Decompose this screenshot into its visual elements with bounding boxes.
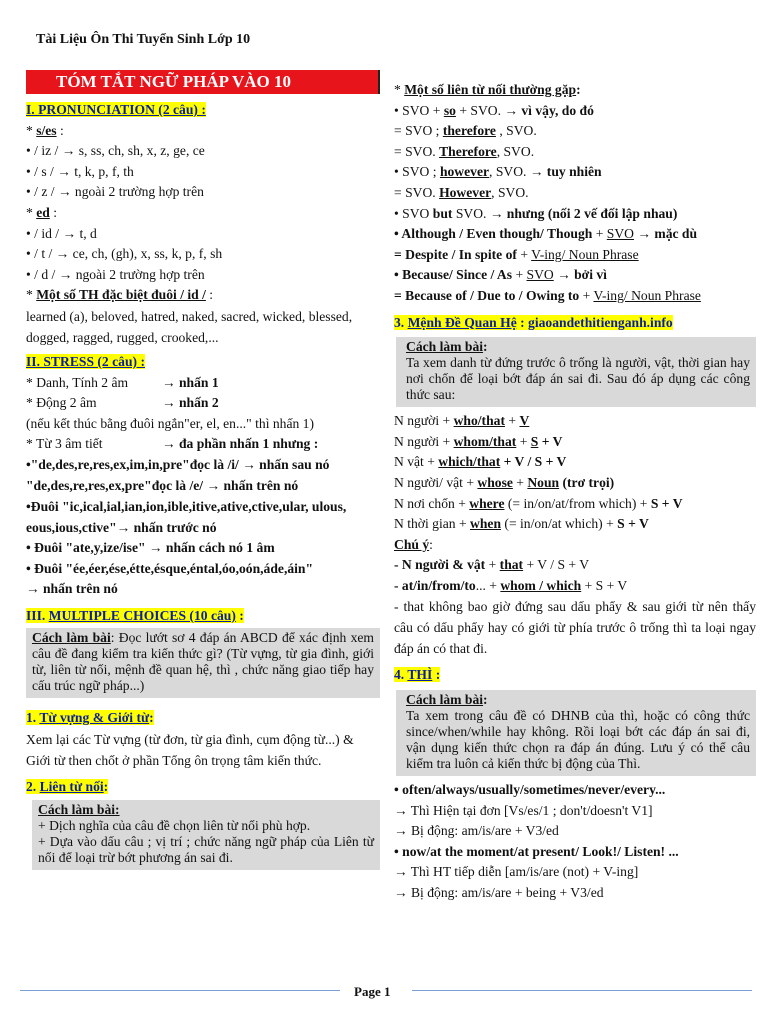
main-title-banner xyxy=(26,70,380,94)
relative-clause-method-box: Cách làm bài: Ta xem danh từ đứng trước ô trống là người, vật, thời gian hay nơi chốn để loại bớt đáp án sai đi. Sau đó áp dụng các công thức sau: xyxy=(396,337,756,407)
page-footer xyxy=(0,984,768,1004)
stress-rule: → nhấn trên nó xyxy=(26,581,118,597)
ses-rule: • / s / → t, k, p, f, th xyxy=(26,163,134,179)
stress-rule: •Đuôi "ic,ical,ial,ian,ion,ible,itive,ative,ctive,ular, ulous, eous,ious,ctive"→ nhấn trước nó xyxy=(26,499,347,536)
tense-rule: → Bị động: am/is/are + being + V3/ed xyxy=(394,885,604,901)
conjunction-rule: • SVO but SVO. → nhưng (nối 2 vế đối lập nhau) xyxy=(394,205,678,221)
footer-divider-right xyxy=(412,990,752,991)
stress-rule: * Danh, Tính 2 âm → nhấn 1 xyxy=(26,374,219,390)
special-cases-heading: * Một số TH đặc biệt đuôi / id / : xyxy=(26,287,214,303)
left-column xyxy=(26,70,380,874)
conjunction-rule: = SVO. Therefore, SVO. xyxy=(394,143,535,159)
tense-rule: → Thì Hiện tại đơn [Vs/es/1 ; don't/doesn't V1] xyxy=(394,802,653,818)
stress-rule: • Đuôi "ée,éer,ése,étte,ésque,éntal,óo,oón,áde,áin" xyxy=(26,560,314,576)
conjunction-rule: = SVO. However, SVO. xyxy=(394,184,529,200)
tense-rule: • now/at the moment/at present/ Look!/ Listen! ... xyxy=(394,843,679,859)
ed-rule: • / id / → t, d xyxy=(26,225,97,241)
page-number: Page 1 xyxy=(354,984,391,999)
stress-rule: "de,des,re,res,ex,pre"đọc là /e/ → nhấn trên nó xyxy=(26,477,299,493)
special-cases-words: learned (a), beloved, hatred, naked, sacred, wicked, blessed, dogged, ragged, rugged, crooked,... xyxy=(26,308,353,345)
stress-note: (nếu kết thúc bằng đuôi ngắn"er, el, en..." thì nhấn 1) xyxy=(26,415,315,431)
ed-heading: * ed : xyxy=(26,204,57,220)
ed-rule: • / t / → ce, ch, (gh), x, ss, k, p, f, sh xyxy=(26,246,223,262)
stress-rule: • Đuôi "ate,y,ize/ise" → nhấn cách nó 1 âm xyxy=(26,540,275,556)
conjunction-rule: = SVO ; therefore , SVO. xyxy=(394,123,537,139)
footer-divider-left xyxy=(20,990,340,991)
conjunction-rule: • SVO ; however, SVO. → tuy nhiên xyxy=(394,164,602,180)
conjunction-rule: • Because/ Since / As + SVO → bởi vì xyxy=(394,267,607,283)
relative-rule: N người/ vật + whose + Noun (trơ trọi) xyxy=(394,474,615,490)
tense-rule: → Bị động: am/is/are + V3/ed xyxy=(394,823,559,839)
tenses-heading: 4. THÌ : xyxy=(394,667,441,683)
tense-rule: • often/always/usually/sometimes/never/every... xyxy=(394,782,666,798)
section-multiple-choice-heading: III. MULTIPLE CHOICES (10 câu) : xyxy=(26,607,244,623)
stress-rule: * Động 2 âm → nhấn 2 xyxy=(26,395,219,411)
multiple-choice-method-box: Cách làm bài: Đọc lướt sơ 4 đáp án ABCD để xác định xem câu đề đang kiểm tra kiến thức gì? (Từ vựng, từ gia đình, giới từ, liên từ nối, mệnh đề quan hệ, thì , chức năng giao tiếp hay cấu trúc ngữ pháp...) xyxy=(26,628,380,698)
section-pronunciation-heading: I. PRONUNCIATION (2 câu) : xyxy=(26,102,206,117)
conjunction-rule: • SVO + so + SVO. → vì vậy, do đó xyxy=(394,102,594,118)
main-title: TÓM TẮT NGỮ PHÁP VÀO 10 xyxy=(26,70,380,94)
note-rule: - that không bao giờ đứng sau dấu phẩy & sau giới từ nên thấy câu có dấu phẩy hay có giới từ phía trước ô trống thì ta loại ngay đáp án có that đi. xyxy=(394,599,756,657)
conjunctions-list-heading: * Một số liên từ nối thường gặp: xyxy=(394,82,581,97)
relative-rule: N thời gian + when (= in/on/at which) + S + V xyxy=(394,516,649,532)
tenses-method-box: Cách làm bài: Ta xem trong câu đề có DHNB của thì, hoặc có công thức since/when/while hay không. Rồi loại bớt các đáp án sai đi, vận dụng kiến thức chọn ra đáp án đúng. Lưu ý có thể câu kiểm tra luôn cả kiến thức bị động của Thì. xyxy=(396,690,756,776)
ses-heading: * s/es : xyxy=(26,122,64,138)
relative-rule: N người + who/that + V xyxy=(394,413,530,429)
note-rule: - N người & vật + that + V / S + V xyxy=(394,557,590,573)
ses-rule: • / z / → ngoài 2 trường hợp trên xyxy=(26,184,204,200)
ses-rule: • / iz / → s, ss, ch, sh, x, z, ge, ce xyxy=(26,143,205,159)
tense-rule: → Thì HT tiếp diễn [am/is/are (not) + V-ing] xyxy=(394,864,639,880)
ed-rule: • / d / → ngoài 2 trường hợp trên xyxy=(26,266,205,282)
vocab-text: Xem lại các Từ vựng (từ đơn, từ gia đình, cụm động từ...) & Giới từ then chốt ở phần Tổng ôn trọng tâm kiến thức. xyxy=(26,732,354,769)
note-rule: - at/in/from/to... + whom / which + S + V xyxy=(394,577,628,593)
section-stress-heading: II. STRESS (2 câu) : xyxy=(26,353,145,369)
document-title: Tài Liệu Ôn Thi Tuyển Sinh Lớp 10 xyxy=(36,32,251,47)
right-column xyxy=(394,80,756,904)
stress-rule: * Từ 3 âm tiết → đa phần nhấn 1 nhưng : xyxy=(26,436,319,452)
relative-rule: N vật + which/that + V / S + V xyxy=(394,454,567,470)
relative-clause-heading: 3. Mệnh Đề Quan Hệ : giaoandethitienganh.info xyxy=(394,314,673,330)
stress-rule: •"de,des,re,res,ex,im,in,pre"đọc là /i/ → nhấn sau nó xyxy=(26,456,330,472)
relative-rule: N nơi chốn + where (= in/on/at/from which) + S + V xyxy=(394,495,683,511)
conjunction-rule: • Although / Even though/ Though + SVO → mặc dù xyxy=(394,226,698,242)
conjunction-rule: = Despite / In spite of + V-ing/ Noun Phrase xyxy=(394,246,639,262)
vocab-heading: 1. Từ vựng & Giới từ: xyxy=(26,710,154,726)
conjunctions-heading: 2. Liên từ nối: xyxy=(26,779,109,795)
note-heading: Chú ý: xyxy=(394,536,433,552)
conjunction-rule: = Because of / Due to / Owing to + V-ing/ Noun Phrase xyxy=(394,287,701,303)
relative-rule: N người + whom/that + S + V xyxy=(394,433,563,449)
conjunctions-method-box: Cách làm bài: + Dịch nghĩa của câu đề chọn liên từ nối phù hợp. + Dựa vào dấu câu ; vị trí ; chức năng ngữ pháp của Liên từ nối để loại trừ bớt phương án sai đi. xyxy=(32,800,380,870)
